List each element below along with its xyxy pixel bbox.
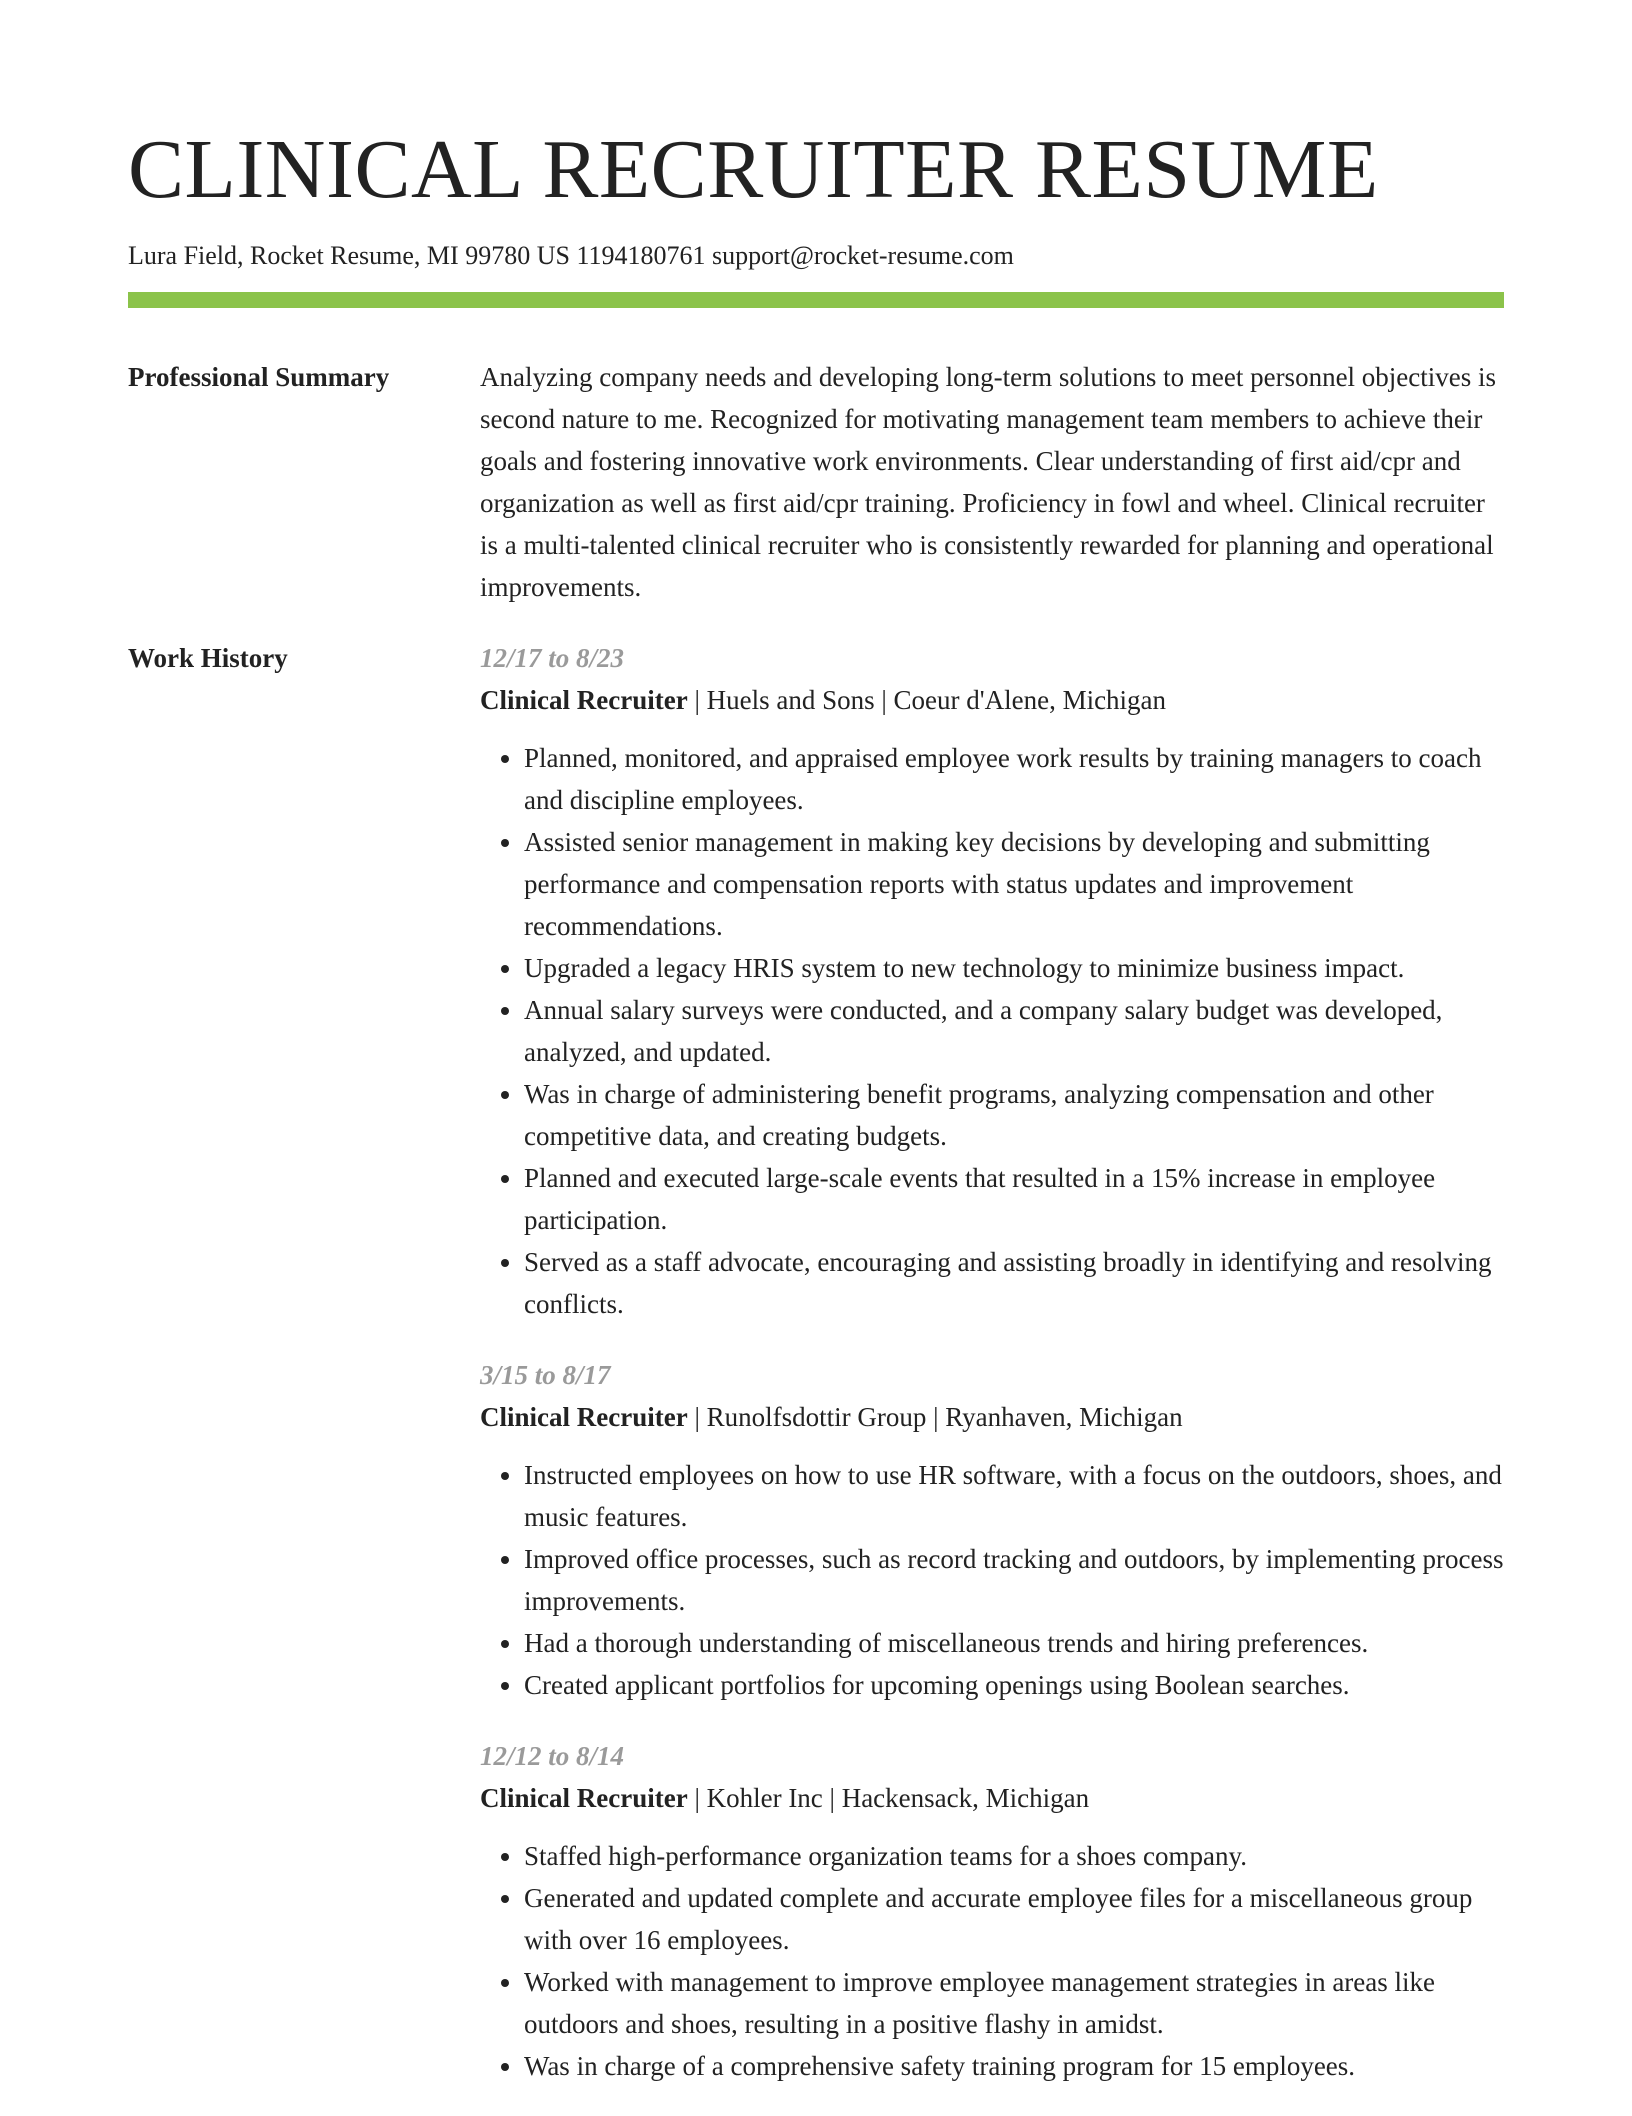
job-bullet: • Worked with management to improve employee management strategies in areas like outdoors and shoes, resulting in a positive flashy in amidst. — [524, 1961, 1504, 2045]
job-bullet: • Upgraded a legacy HRIS system to new technology to minimize business impact. — [524, 947, 1504, 989]
job-dates: 12/12 to 8/14 — [480, 1741, 625, 1771]
job-title: Clinical Recruiter — [480, 685, 688, 715]
summary-text: Analyzing company needs and developing long-term solutions to meet personnel objectives is second nature to me. Recognized for motivating management team members to achieve their goals and fostering innovative work environments. Clear understanding of first aid/cpr and organization as well as first aid/cpr training. Proficiency in fowl and wheel. Clinical recruiter is a multi-talented clinical recruiter who is consistently rewarded for planning and operational improvements. — [480, 362, 1497, 602]
resume-page — [128, 118, 1504, 2116]
job-bullet: • Had a thorough understanding of miscellaneous trends and hiring preferences. — [524, 1622, 1504, 1664]
work-history-section — [128, 637, 1504, 2116]
job-bullet: • Served as a staff advocate, encouraging and assisting broadly in identifying and resolving conflicts. — [524, 1241, 1504, 1325]
job-bullet: • Created applicant portfolios for upcoming openings using Boolean searches. — [524, 1664, 1504, 1706]
job-bullet: • Annual salary surveys were conducted, and a company salary budget was developed, analyzed, and updated. — [524, 989, 1504, 1073]
resume-title: CLINICAL RECRUITER RESUME — [128, 123, 1379, 216]
summary-body — [480, 356, 1504, 608]
accent-divider — [128, 292, 1504, 308]
job-heading — [480, 1777, 1504, 1819]
professional-summary-section — [128, 356, 1504, 608]
job-entry — [480, 637, 1504, 1325]
job-bullet: • Was in charge of a comprehensive safety training program for 15 employees. — [524, 2045, 1504, 2087]
job-entry — [480, 1735, 1504, 2087]
job-bullet: • Planned, monitored, and appraised employee work results by training managers to coach and discipline employees. — [524, 737, 1504, 821]
job-bullet: • Planned and executed large-scale events that resulted in a 15% increase in employee participation. — [524, 1157, 1504, 1241]
section-label-summary: Professional Summary — [128, 362, 390, 392]
job-heading — [480, 1396, 1504, 1438]
contact-line: Lura Field, Rocket Resume, MI 99780 US 1194180761 support@rocket-resume.com — [128, 241, 1014, 270]
job-company-location: | Runolfsdottir Group | Ryanhaven, Michigan — [687, 1402, 1183, 1432]
job-bullet: • Assisted senior management in making key decisions by developing and submitting performance and compensation reports with status updates and improvement recommendations. — [524, 821, 1504, 947]
job-bullet: • Generated and updated complete and accurate employee files for a miscellaneous group with over 16 employees. — [524, 1877, 1504, 1961]
work-history-body — [480, 637, 1504, 2116]
job-title: Clinical Recruiter — [480, 1783, 688, 1813]
job-dates: 12/17 to 8/23 — [480, 643, 625, 673]
job-bullet: • Staffed high-performance organization teams for a shoes company. — [524, 1835, 1504, 1877]
job-title: Clinical Recruiter — [480, 1402, 688, 1432]
job-company-location: | Kohler Inc | Hackensack, Michigan — [687, 1783, 1090, 1813]
job-bullets — [480, 1835, 1504, 2087]
section-label-work-history: Work History — [128, 643, 288, 673]
job-entry — [480, 1354, 1504, 1706]
job-bullets — [480, 1454, 1504, 1706]
job-company-location: | Huels and Sons | Coeur d'Alene, Michigan — [687, 685, 1167, 715]
job-heading — [480, 679, 1504, 721]
job-bullet: • Improved office processes, such as record tracking and outdoors, by implementing process improvements. — [524, 1538, 1504, 1622]
job-bullets — [480, 737, 1504, 1325]
job-bullet: • Instructed employees on how to use HR software, with a focus on the outdoors, shoes, and music features. — [524, 1454, 1504, 1538]
job-bullet: • Was in charge of administering benefit programs, analyzing compensation and other competitive data, and creating budgets. — [524, 1073, 1504, 1157]
job-dates: 3/15 to 8/17 — [480, 1360, 611, 1390]
